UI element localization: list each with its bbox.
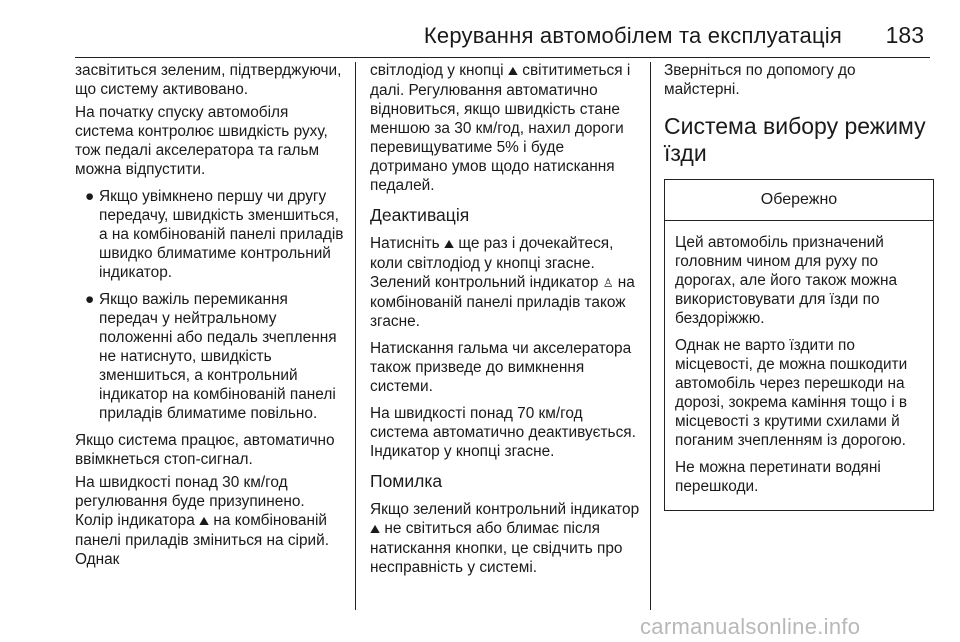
paragraph: засвітиться зеленим, підтверджуючи, що систему активовано. — [75, 62, 342, 98]
paragraph — [370, 61, 640, 195]
column-divider-2 — [650, 62, 651, 610]
paragraph — [370, 500, 640, 577]
hill-descent-icon: ⛰ — [507, 64, 518, 78]
paragraph: Не можна перетинати водяні перешкоди. — [675, 459, 881, 495]
paragraph: Якщо система працює, автоматично ввімкнеться стоп-сигнал. — [75, 432, 335, 468]
page-header — [0, 0, 960, 56]
paragraph-text: Якщо зелений контрольний індикатор — [370, 501, 640, 518]
page-title: Керування автомобілем та експлуатація — [423, 23, 842, 48]
paragraph: Однак не варто їздити по місцевості, де можна пошкодити автомобіль через перешкоди на дорозі, зокрема каміння тощо і в місцевості з крутими схилами й поганим зчепленням із дорогою. — [675, 337, 908, 449]
section-heading: Система вибору режиму їзди — [664, 113, 926, 166]
paragraph — [75, 473, 347, 569]
column-3 — [664, 61, 934, 511]
watermark: carmanualsonline.info — [640, 614, 861, 639]
list-item — [75, 187, 347, 282]
paragraph — [370, 234, 640, 331]
page-number: 183 — [885, 22, 924, 48]
column-2 — [370, 61, 640, 585]
paragraph-text: на комбінованій панелі приладів також згасне. — [370, 274, 635, 330]
paragraph-text: не світиться або блимає після натискання кнопки, це свідчить про несправність у системі. — [370, 520, 623, 576]
hill-descent-icon: ⛰ — [370, 522, 381, 536]
hill-descent-icon: ⛰ — [199, 514, 210, 528]
header-rule — [75, 57, 930, 58]
paragraph-text: Натисніть — [370, 235, 440, 252]
list-item-text: Якщо увімкнено першу чи другу передачу, швидкість зменшиться, а на комбінованій панелі приладів швидко блиматиме контрольний індикатор. — [99, 188, 344, 281]
bullet-icon: ● — [85, 188, 95, 205]
paragraph-text: світитиметься і далі. Регулювання автоматично відновиться, якщо швидкість стане меншою за 30 км/год, нахил дороги перевищуватиме 5% і буде дотримано умов щодо натискання педалей. — [370, 62, 631, 194]
column-divider-1 — [355, 62, 356, 610]
list-item-text: Якщо важіль перемикання передач у нейтральному положенні або педаль зчеплення не натиснуто, швидкість зменшиться, а контрольний індикатор на комбінованій панелі приладів блиматиме повільно. — [99, 291, 337, 422]
paragraph: Зверніться по допомогу до майстерні. — [664, 62, 856, 98]
paragraph-text: на комбінованій панелі приладів зміниться на сірий. Однак — [75, 512, 330, 568]
indicator-lamp-icon: ♙ — [602, 276, 614, 290]
paragraph-text: На швидкості понад 30 км/год регулювання буде призупинено. Колір індикатора — [75, 474, 305, 529]
paragraph: На швидкості понад 70 км/год система автоматично деактивується. Індикатор у кнопці згасне. — [370, 405, 636, 460]
paragraph-text: світлодіод у кнопці — [370, 62, 504, 79]
subheading-deactivation: Деактивація — [370, 205, 470, 225]
hill-descent-icon: ⛰ — [443, 237, 455, 251]
caution-box — [664, 179, 934, 511]
paragraph: Натискання гальма чи акселератора також призведе до вимкнення системи. — [370, 340, 632, 395]
subheading-error: Помилка — [370, 471, 443, 491]
paragraph-text: ще раз і дочекайтеся, коли світлодіод у кнопці згасне. Зелений контрольний індикатор — [370, 235, 614, 291]
column-1 — [75, 61, 347, 577]
caution-title: Обережно — [665, 180, 933, 221]
caution-body — [665, 221, 933, 510]
paragraph: На початку спуску автомобіля система контролює швидкість руху, тож педалі акселератора та гальм можна відпустити. — [75, 104, 328, 178]
paragraph: Цей автомобіль призначений головним чином для руху по дорогах, але його також можна використовувати для їзди по бездоріжжю. — [675, 234, 898, 327]
bullet-icon: ● — [85, 291, 95, 308]
list-item — [75, 290, 347, 423]
